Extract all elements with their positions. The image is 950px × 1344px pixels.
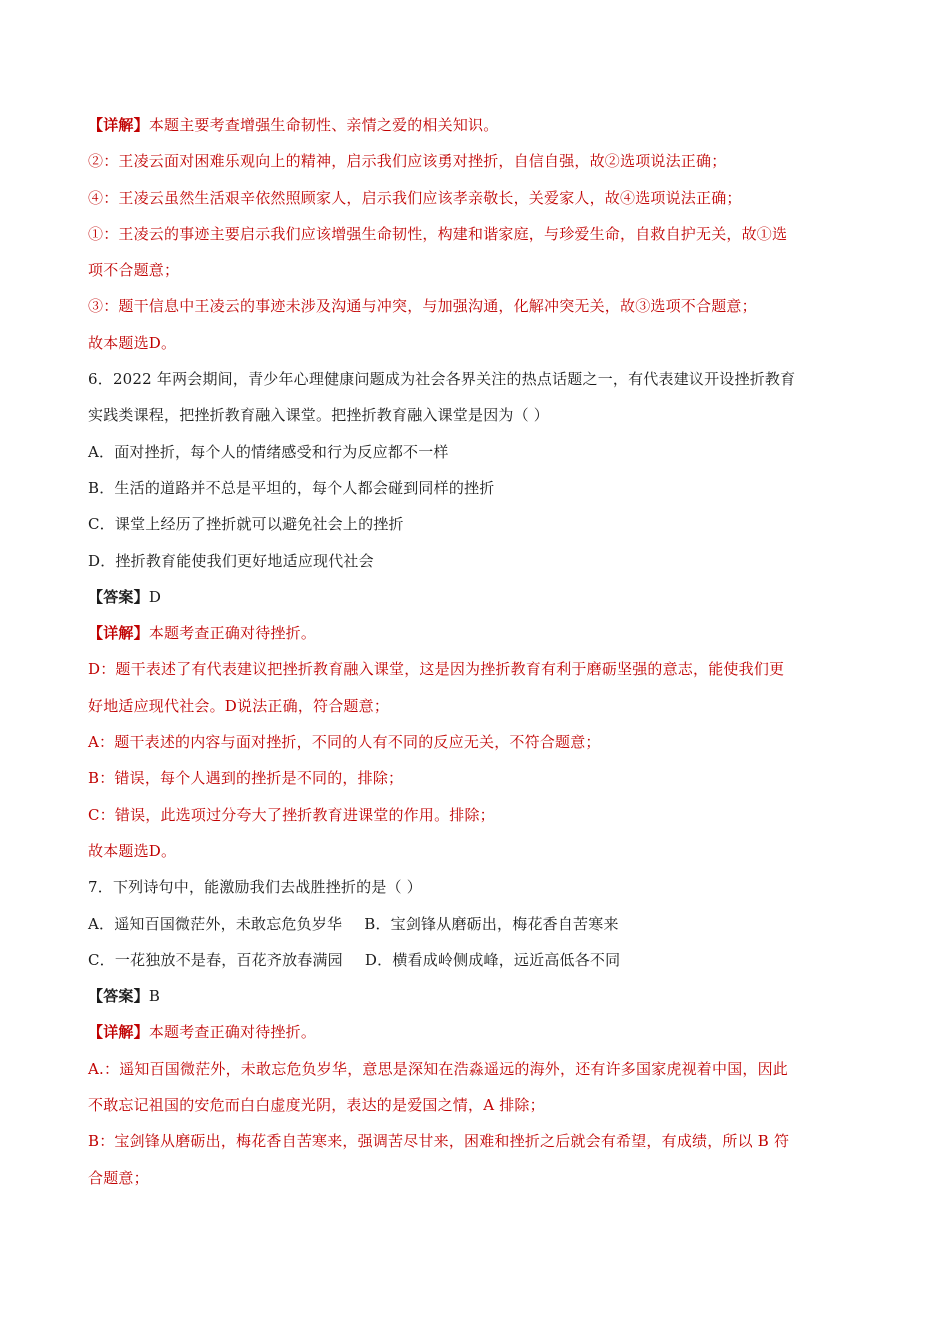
q6-explanation-line: D：题干表述了有代表建议把挫折教育融入课堂，这是因为挫折教育有利于磨砺坚强的意志，能使我们更 <box>88 660 785 679</box>
q7-answer-tag: 【答案】 <box>88 987 149 1006</box>
q5-detail-tag: 【详解】 <box>88 116 149 134</box>
q6-option-c: C．课堂上经历了挫折就可以避免社会上的挫折 <box>88 515 404 534</box>
q6-stem-line: 实践类课程，把挫折教育融入课堂。把挫折教育融入课堂是因为（ ） <box>88 406 549 425</box>
q5-explanation-line: ③：题干信息中王凌云的事迹未涉及沟通与冲突，与加强沟通，化解冲突无关，故③选项不合题意； <box>88 297 757 316</box>
q5-conclusion: 故本题选D。 <box>88 333 177 352</box>
q7-option-a: A．遥知百国微茫外，未敢忘危负岁华 <box>88 914 343 933</box>
q5-detail-text: 本题主要考查增强生命韧性、亲情之爱的相关知识。 <box>148 116 499 134</box>
q6-conclusion: 故本题选D。 <box>88 841 177 860</box>
q7-option-c: C．一花独放不是春，百花齐放春满园 <box>88 950 343 969</box>
q7-detail-line <box>88 1019 878 1055</box>
q7-explanation-line: 不敢忘记祖国的安危而白白虚度光阴，表达的是爱国之情，A 排除； <box>88 1096 545 1115</box>
q7-explanation-line: B：宝剑锋从磨砺出，梅花香自苦寒来，强调苦尽甘来，困难和挫折之后就会有希望，有成绩，所以 B 符 <box>88 1132 790 1151</box>
q7-answer-line <box>88 983 878 1019</box>
document-page <box>88 112 878 1201</box>
q5-explanation-line: ①：王凌云的事迹主要启示我们应该增强生命韧性，构建和谐家庭，与珍爱生命，自救自护无关，故①选 <box>88 224 788 243</box>
q7-options-row-1 <box>88 911 878 947</box>
q6-option-b: B．生活的道路并不总是平坦的，每个人都会碰到同样的挫折 <box>88 478 495 497</box>
q6-option-a: A．面对挫折，每个人的情绪感受和行为反应都不一样 <box>88 442 449 461</box>
q5-explanation-line: ④：王凌云虽然生活艰辛依然照顾家人，启示我们应该孝亲敬长，关爱家人，故④选项说法正确； <box>88 188 742 207</box>
q7-explanation-line: A.：遥知百国微茫外，未敢忘危负岁华，意思是深知在浩淼遥远的海外，还有许多国家虎视着中国，因此 <box>88 1059 789 1078</box>
q6-explanation-line: A：题干表述的内容与面对挫折，不同的人有不同的反应无关，不符合题意； <box>88 733 601 752</box>
q6-detail-text: 本题考查正确对待挫折。 <box>148 624 317 643</box>
q6-detail-line <box>88 620 878 656</box>
q5-detail-line <box>88 112 878 148</box>
q5-explanation-line: 项不合题意； <box>88 261 180 280</box>
q6-explanation-line: B：错误，每个人遇到的挫折是不同的，排除； <box>88 769 404 788</box>
q7-detail-tag: 【详解】 <box>88 1023 149 1042</box>
q5-explanation-line: ②：王凌云面对困难乐观向上的精神，启示我们应该勇对挫折，自信自强，故②选项说法正确； <box>88 152 727 171</box>
q6-answer-tag: 【答案】 <box>88 587 149 606</box>
q7-stem: 7．下列诗句中，能激励我们去战胜挫折的是（ ） <box>88 878 422 897</box>
q7-option-d: D．横看成岭侧成峰，远近高低各不同 <box>364 950 621 969</box>
q6-option-d: D．挫折教育能使我们更好地适应现代社会 <box>88 551 374 570</box>
q7-explanation-line: 合题意； <box>88 1168 149 1187</box>
q7-answer-value: B <box>148 987 161 1006</box>
q6-stem-line: 6．2022 年两会期间，青少年心理健康问题成为社会各界关注的热点话题之一，有代表建议开设挫折教育 <box>88 370 796 389</box>
q7-option-b: B．宝剑锋从磨砺出，梅花香自苦寒来 <box>364 914 619 933</box>
q6-answer-value: D <box>148 587 162 606</box>
q6-answer-line <box>88 584 878 620</box>
q6-explanation-line: 好地适应现代社会。D说法正确，符合题意； <box>88 696 390 715</box>
q7-detail-text: 本题考查正确对待挫折。 <box>148 1023 317 1042</box>
q7-options-row-2 <box>88 947 878 983</box>
q6-explanation-line: C：错误，此选项过分夸大了挫折教育进课堂的作用。排除； <box>88 805 495 824</box>
q6-detail-tag: 【详解】 <box>88 624 149 643</box>
